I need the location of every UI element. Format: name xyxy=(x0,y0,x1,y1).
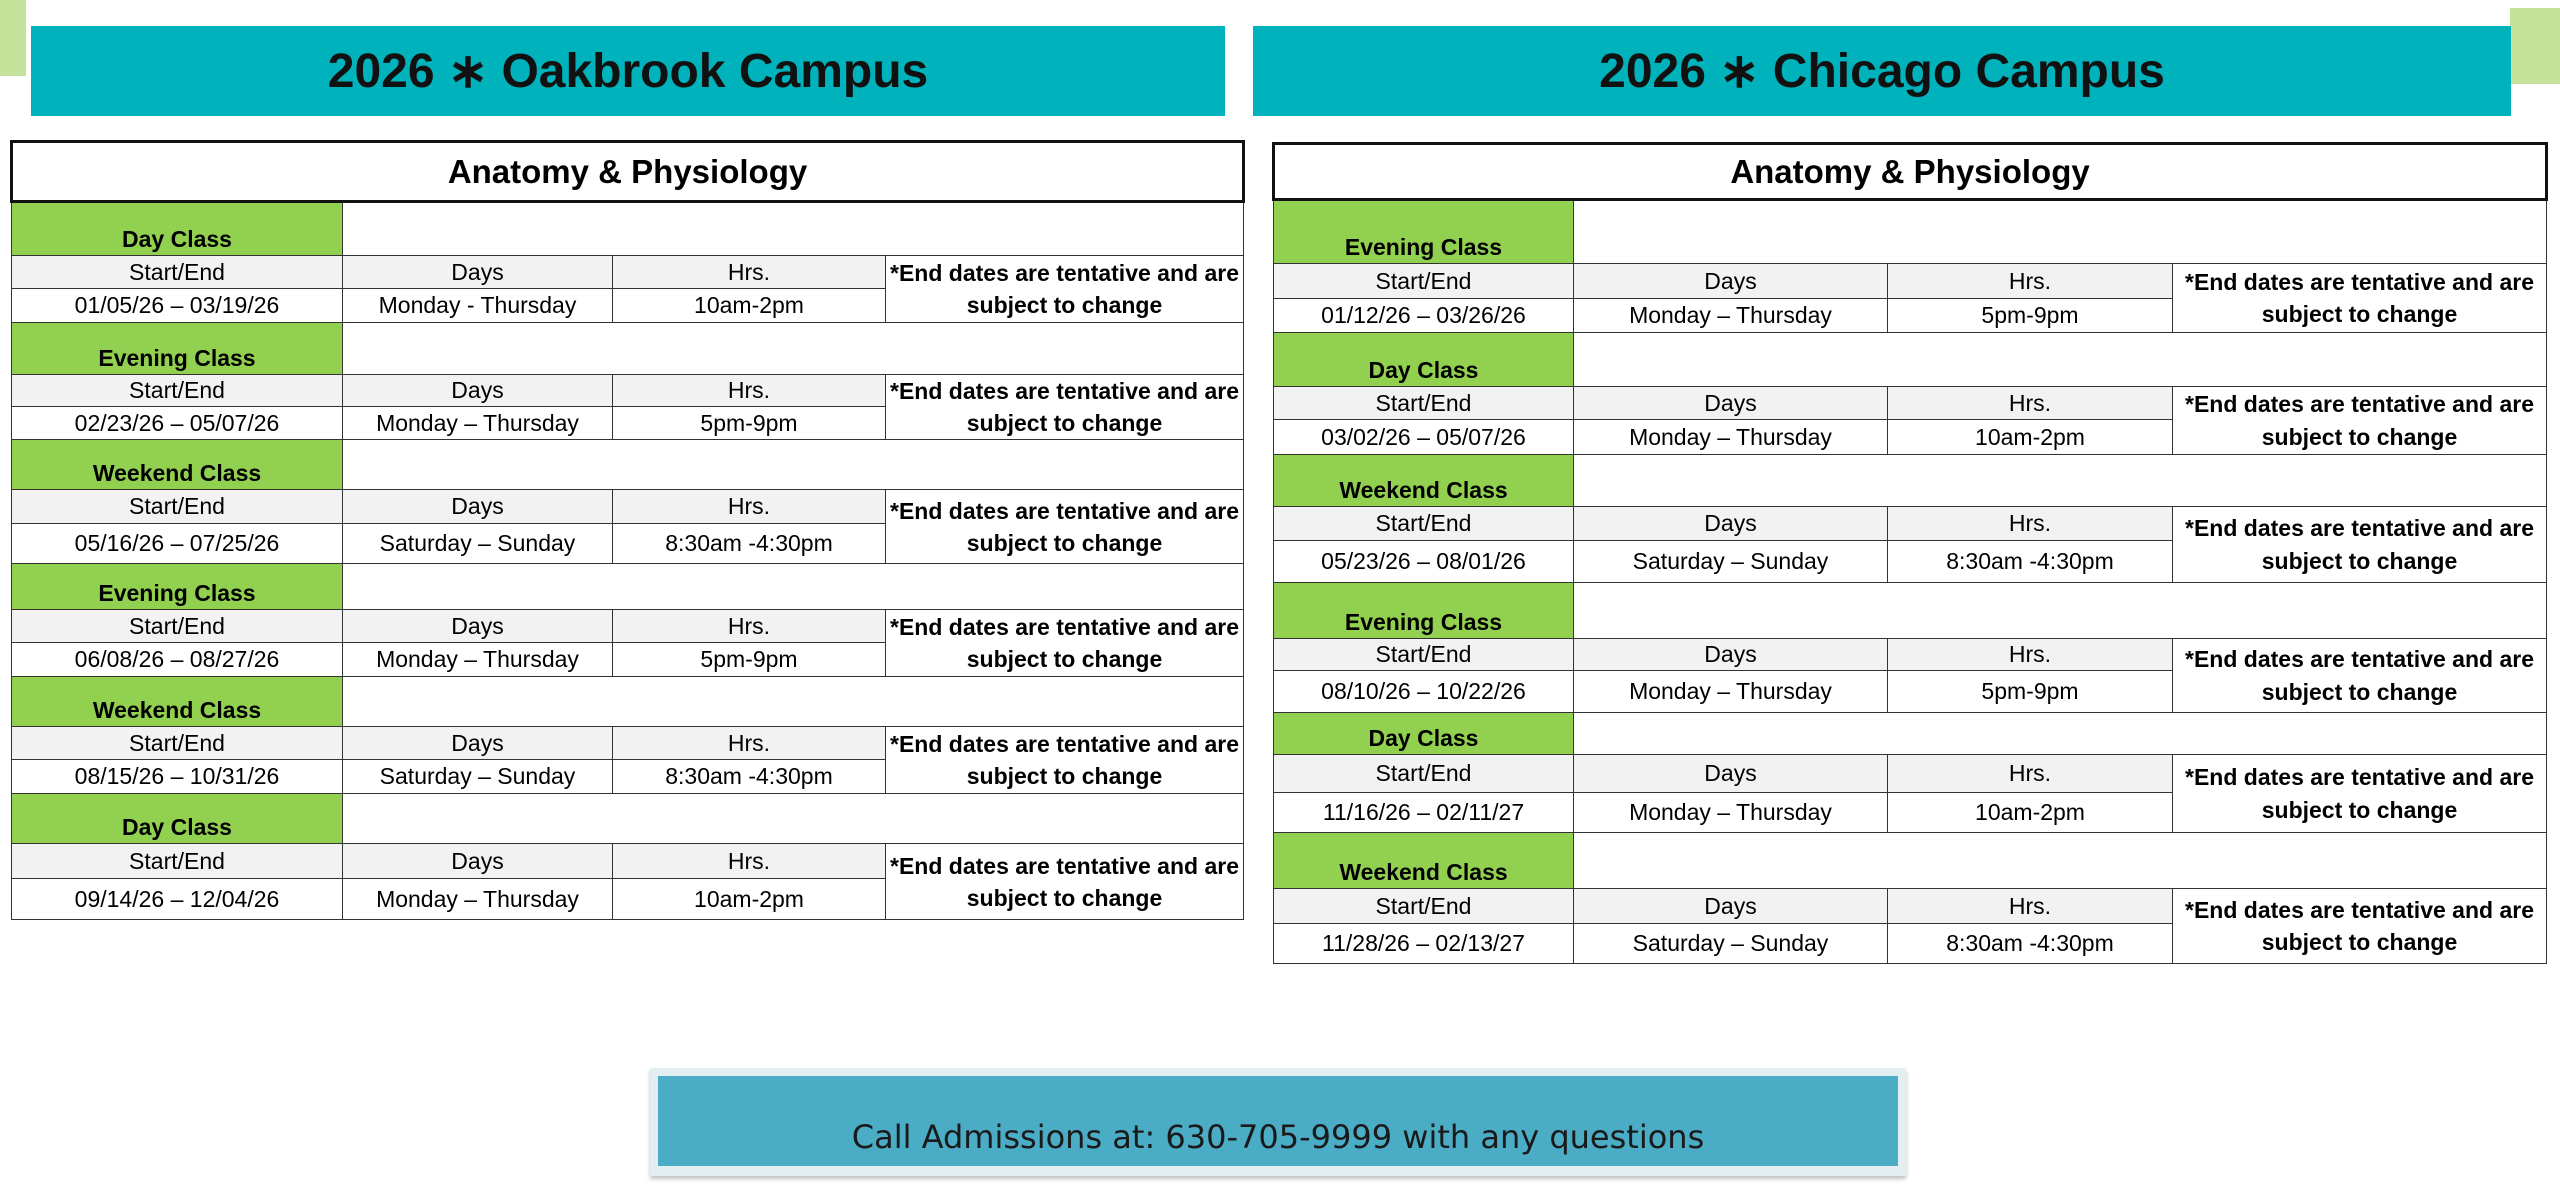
session-days: Saturday – Sunday xyxy=(1574,924,1888,964)
session-dates: 01/05/26 – 03/19/26 xyxy=(12,289,343,323)
session-days: Saturday – Sunday xyxy=(343,524,613,564)
start-end-header: Start/End xyxy=(1274,507,1574,541)
days-header: Days xyxy=(343,490,613,524)
session-hours: 8:30am -4:30pm xyxy=(1888,924,2173,964)
blank-cell xyxy=(1574,455,2547,507)
oakbrook-campus-banner: 2026 ∗ Oakbrook Campus xyxy=(31,26,1225,116)
blank-cell xyxy=(343,794,1244,844)
days-header: Days xyxy=(343,610,613,643)
class-type-label: Evening Class xyxy=(1274,200,1574,264)
class-type-label: Day Class xyxy=(12,794,343,844)
days-header: Days xyxy=(1574,639,1888,671)
admissions-contact-text: Call Admissions at: 630-705-9999 with any questions xyxy=(658,1076,1898,1166)
corner-accent-left xyxy=(0,0,26,76)
session-hours: 10am-2pm xyxy=(1888,793,2173,833)
tentative-dates-note: *End dates are tentative and are subject to change xyxy=(886,256,1244,323)
class-type-label: Weekend Class xyxy=(1274,833,1574,889)
session-dates: 09/14/26 – 12/04/26 xyxy=(12,879,343,920)
session-dates: 02/23/26 – 05/07/26 xyxy=(12,407,343,440)
session-hours: 5pm-9pm xyxy=(1888,671,2173,713)
days-header: Days xyxy=(343,844,613,879)
session-days: Monday – Thursday xyxy=(1574,420,1888,455)
session-dates: 08/15/26 – 10/31/26 xyxy=(12,760,343,794)
start-end-header: Start/End xyxy=(12,844,343,879)
hours-header: Hrs. xyxy=(613,490,886,524)
blank-cell xyxy=(343,202,1244,256)
days-header: Days xyxy=(343,375,613,407)
hours-header: Hrs. xyxy=(1888,507,2173,541)
class-type-label: Day Class xyxy=(12,202,343,256)
session-hours: 10am-2pm xyxy=(1888,420,2173,455)
hours-header: Hrs. xyxy=(1888,889,2173,924)
session-days: Saturday – Sunday xyxy=(343,760,613,794)
admissions-footer xyxy=(650,1068,1906,1176)
chicago-campus-banner: 2026 ∗ Chicago Campus xyxy=(1253,26,2511,116)
session-days: Saturday – Sunday xyxy=(1574,541,1888,583)
chicago-course-title: Anatomy & Physiology xyxy=(1274,144,2547,200)
session-days: Monday – Thursday xyxy=(1574,299,1888,333)
hours-header: Hrs. xyxy=(1888,639,2173,671)
blank-cell xyxy=(1574,333,2547,387)
session-dates: 05/23/26 – 08/01/26 xyxy=(1274,541,1574,583)
session-days: Monday – Thursday xyxy=(343,407,613,440)
blank-cell xyxy=(1574,200,2547,264)
session-dates: 11/16/26 – 02/11/27 xyxy=(1274,793,1574,833)
blank-cell xyxy=(343,440,1244,490)
start-end-header: Start/End xyxy=(12,610,343,643)
start-end-header: Start/End xyxy=(1274,264,1574,299)
days-header: Days xyxy=(1574,507,1888,541)
session-days: Monday – Thursday xyxy=(1574,671,1888,713)
hours-header: Hrs. xyxy=(1888,387,2173,420)
hours-header: Hrs. xyxy=(613,844,886,879)
start-end-header: Start/End xyxy=(1274,387,1574,420)
tentative-dates-note: *End dates are tentative and are subject to change xyxy=(2173,755,2547,833)
tentative-dates-note: *End dates are tentative and are subject to change xyxy=(2173,639,2547,713)
session-dates: 08/10/26 – 10/22/26 xyxy=(1274,671,1574,713)
tentative-dates-note: *End dates are tentative and are subject to change xyxy=(886,727,1244,794)
session-dates: 03/02/26 – 05/07/26 xyxy=(1274,420,1574,455)
class-type-label: Evening Class xyxy=(12,564,343,610)
days-header: Days xyxy=(1574,387,1888,420)
days-header: Days xyxy=(1574,755,1888,793)
blank-cell xyxy=(1574,833,2547,889)
start-end-header: Start/End xyxy=(12,490,343,524)
tentative-dates-note: *End dates are tentative and are subject to change xyxy=(886,490,1244,564)
session-hours: 5pm-9pm xyxy=(613,643,886,677)
hours-header: Hrs. xyxy=(613,727,886,760)
tentative-dates-note: *End dates are tentative and are subject to change xyxy=(886,610,1244,677)
corner-accent-right xyxy=(2510,8,2560,84)
days-header: Days xyxy=(1574,264,1888,299)
days-header: Days xyxy=(343,727,613,760)
blank-cell xyxy=(343,677,1244,727)
session-dates: 11/28/26 – 02/13/27 xyxy=(1274,924,1574,964)
start-end-header: Start/End xyxy=(1274,889,1574,924)
tentative-dates-note: *End dates are tentative and are subject to change xyxy=(2173,507,2547,583)
session-hours: 10am-2pm xyxy=(613,289,886,323)
class-type-label: Weekend Class xyxy=(12,677,343,727)
hours-header: Hrs. xyxy=(1888,755,2173,793)
tentative-dates-note: *End dates are tentative and are subject to change xyxy=(2173,889,2547,964)
session-dates: 05/16/26 – 07/25/26 xyxy=(12,524,343,564)
session-days: Monday – Thursday xyxy=(1574,793,1888,833)
session-dates: 01/12/26 – 03/26/26 xyxy=(1274,299,1574,333)
class-type-label: Weekend Class xyxy=(1274,455,1574,507)
start-end-header: Start/End xyxy=(12,375,343,407)
blank-cell xyxy=(343,323,1244,375)
blank-cell xyxy=(1574,713,2547,755)
hours-header: Hrs. xyxy=(613,375,886,407)
class-type-label: Day Class xyxy=(1274,713,1574,755)
tentative-dates-note: *End dates are tentative and are subject to change xyxy=(886,844,1244,920)
session-hours: 5pm-9pm xyxy=(1888,299,2173,333)
start-end-header: Start/End xyxy=(1274,755,1574,793)
blank-cell xyxy=(343,564,1244,610)
session-days: Monday – Thursday xyxy=(343,643,613,677)
class-type-label: Weekend Class xyxy=(12,440,343,490)
session-hours: 8:30am -4:30pm xyxy=(613,524,886,564)
session-days: Monday – Thursday xyxy=(343,879,613,920)
session-hours: 5pm-9pm xyxy=(613,407,886,440)
class-type-label: Day Class xyxy=(1274,333,1574,387)
tentative-dates-note: *End dates are tentative and are subject to change xyxy=(2173,264,2547,333)
oakbrook-course-title: Anatomy & Physiology xyxy=(12,142,1244,202)
tentative-dates-note: *End dates are tentative and are subject to change xyxy=(2173,387,2547,455)
days-header: Days xyxy=(343,256,613,289)
days-header: Days xyxy=(1574,889,1888,924)
chicago-schedule-table xyxy=(1272,142,2548,964)
blank-cell xyxy=(1574,583,2547,639)
session-hours: 8:30am -4:30pm xyxy=(613,760,886,794)
class-type-label: Evening Class xyxy=(12,323,343,375)
hours-header: Hrs. xyxy=(613,610,886,643)
hours-header: Hrs. xyxy=(1888,264,2173,299)
session-days: Monday - Thursday xyxy=(343,289,613,323)
oakbrook-schedule-table xyxy=(10,140,1245,920)
hours-header: Hrs. xyxy=(613,256,886,289)
start-end-header: Start/End xyxy=(12,256,343,289)
session-dates: 06/08/26 – 08/27/26 xyxy=(12,643,343,677)
session-hours: 10am-2pm xyxy=(613,879,886,920)
tentative-dates-note: *End dates are tentative and are subject to change xyxy=(886,375,1244,440)
start-end-header: Start/End xyxy=(1274,639,1574,671)
class-type-label: Evening Class xyxy=(1274,583,1574,639)
start-end-header: Start/End xyxy=(12,727,343,760)
session-hours: 8:30am -4:30pm xyxy=(1888,541,2173,583)
